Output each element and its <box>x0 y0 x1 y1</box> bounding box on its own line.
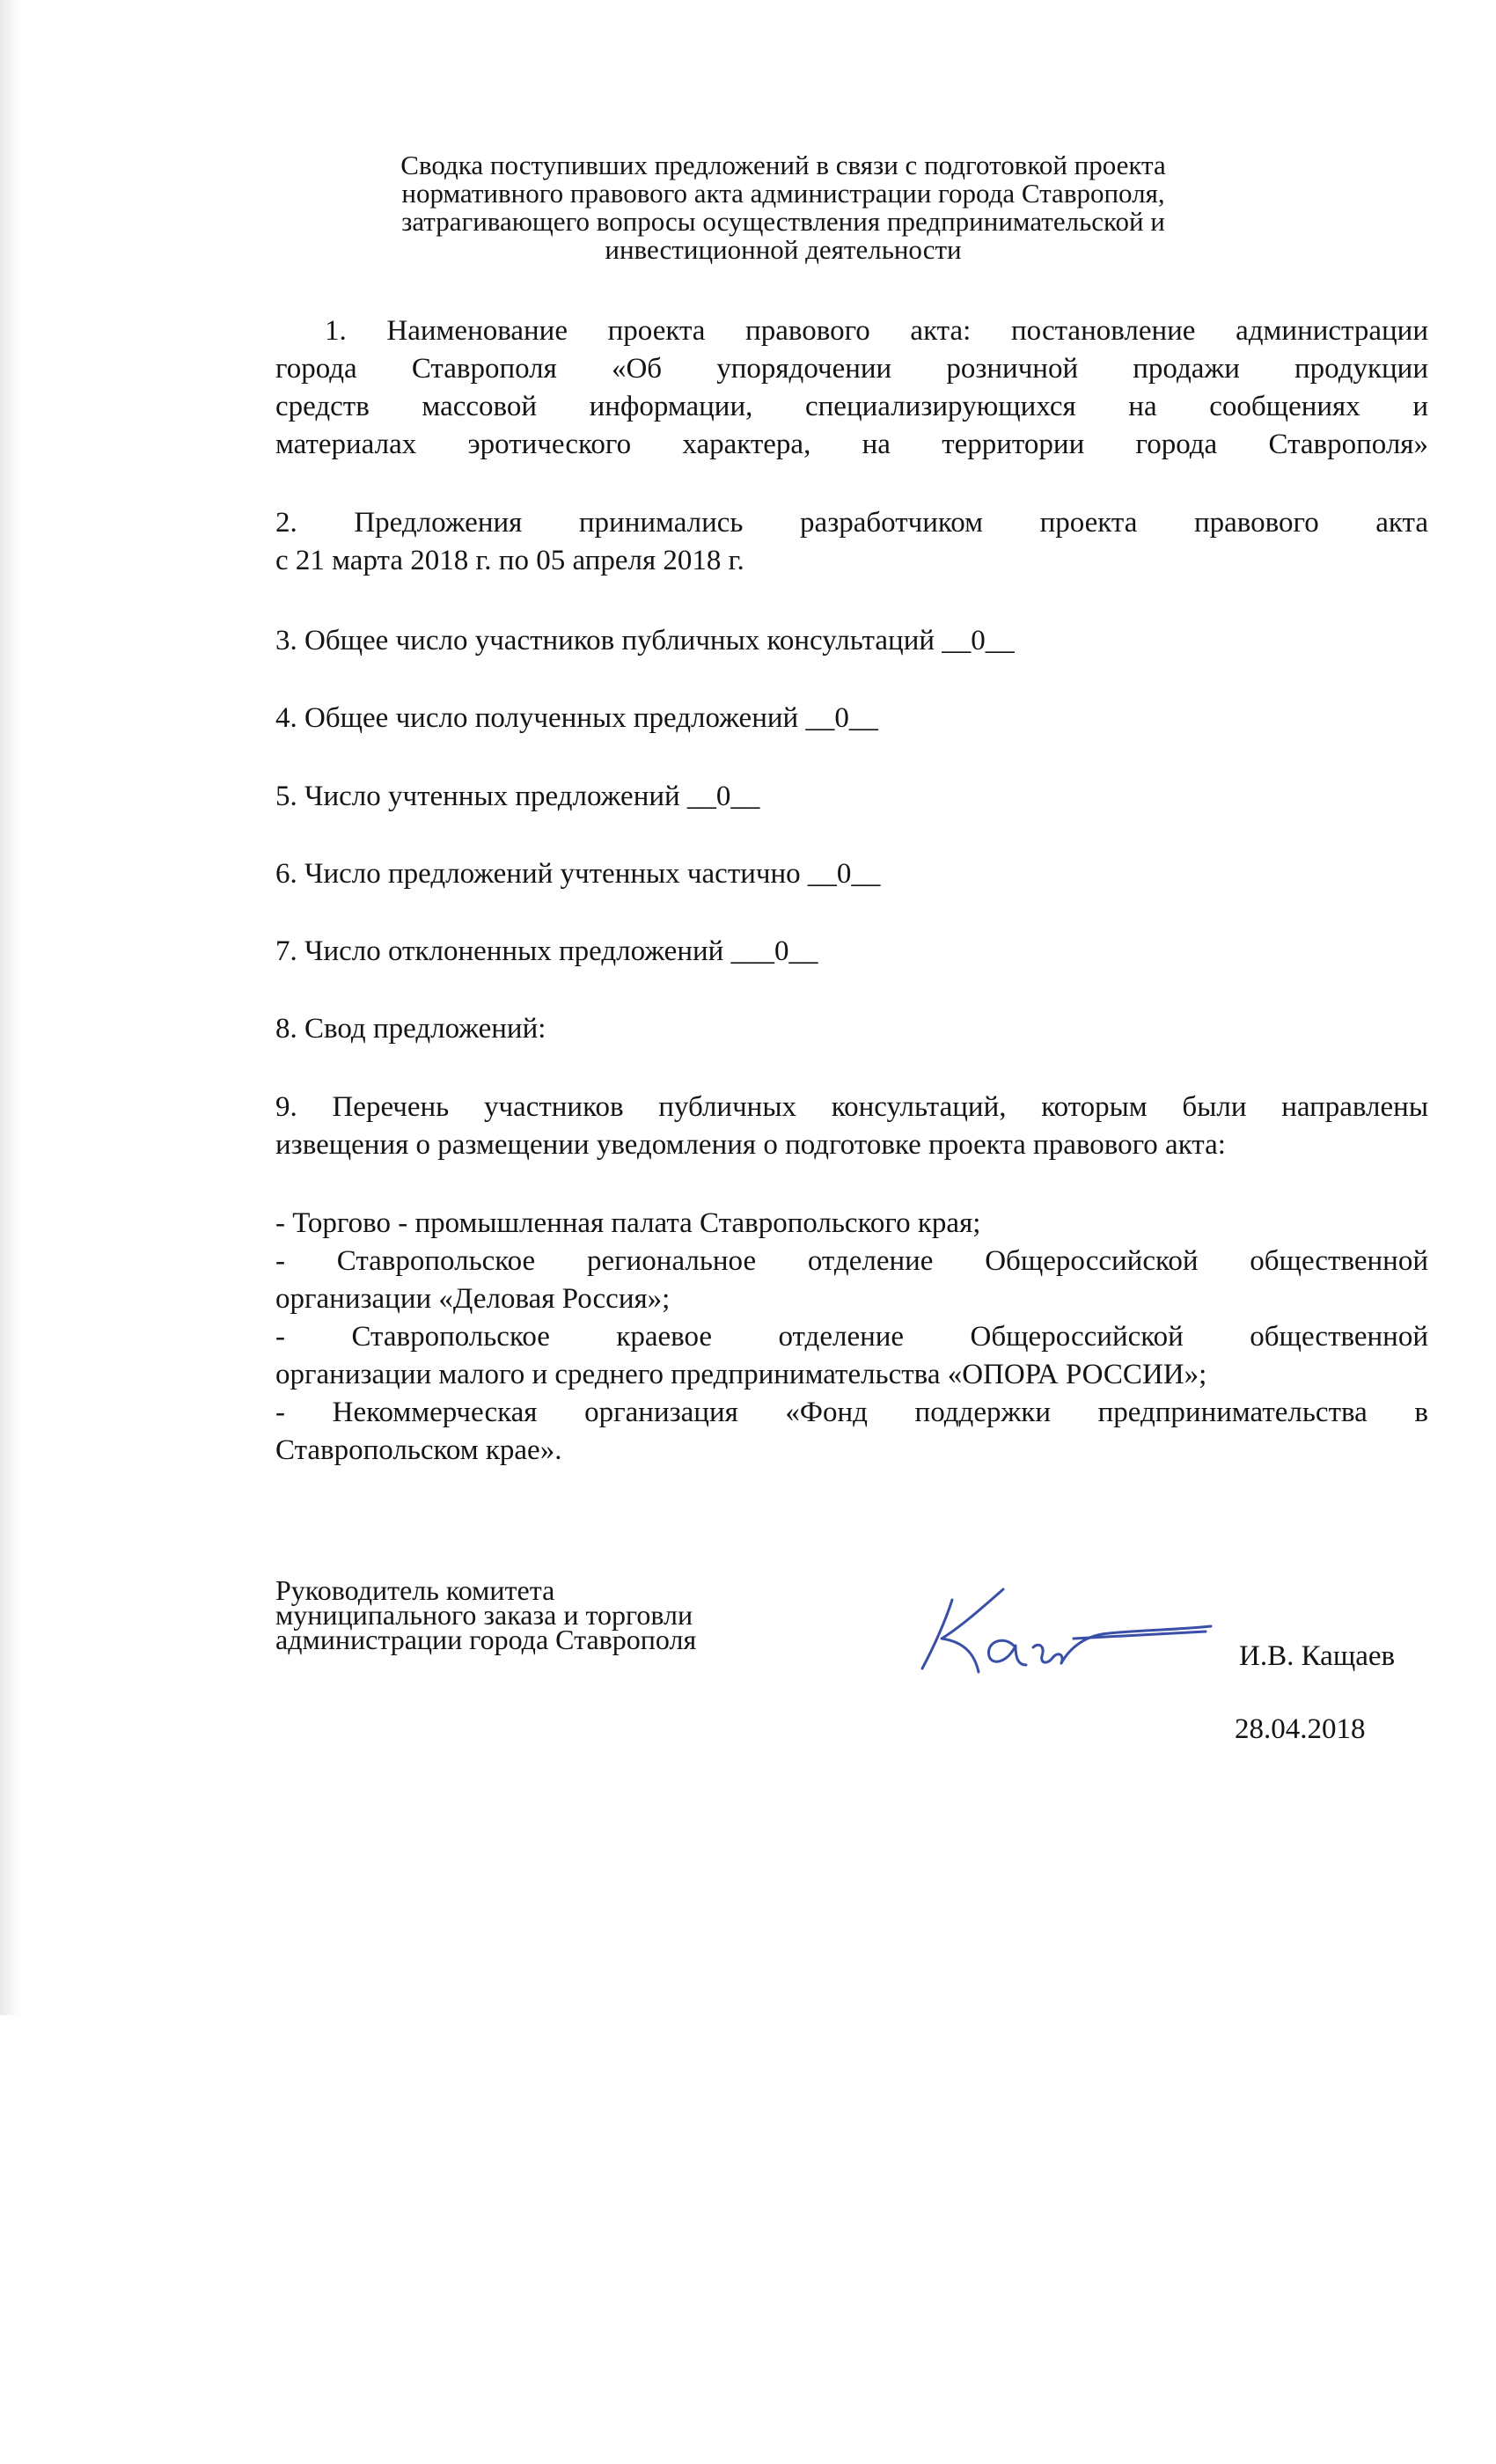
item-9-line-2: извещения о размещении уведомления о подготовке проекта правового акта: <box>275 1129 1226 1161</box>
participant-4-line-2: Ставропольском крае». <box>275 1434 562 1466</box>
participant-4-line-1: - Некоммерческая организация «Фонд поддержки предпринимательства в <box>275 1397 1428 1428</box>
title-line-4: инвестиционной деятельности <box>605 234 962 265</box>
item-1-line-4: материалах эротического характера, на территории города Ставрополя» <box>275 429 1428 460</box>
item-2-line-2: с 21 марта 2018 г. по 05 апреля 2018 г. <box>275 545 744 576</box>
signature-strokes <box>922 1589 1211 1672</box>
item-1-line-2: города Ставрополя «Об упорядочении розничной продажи продукции <box>275 353 1428 385</box>
item-4-received-count: 4. Общее число полученных предложений __0__ <box>275 702 878 734</box>
item-8-summary: 8. Свод предложений: <box>275 1013 546 1045</box>
participant-3-line-2: организации малого и среднего предпринимательства «ОПОРА РОССИИ»; <box>275 1359 1207 1390</box>
item-2-line-1: 2. Предложения принимались разработчиком проекта правового акта <box>275 507 1428 539</box>
handwritten-signature <box>898 1584 1214 1681</box>
participant-1: - Торгово - промышленная палата Ставропольского края; <box>275 1207 981 1239</box>
item-2-proposal-period <box>275 504 1428 580</box>
item-6-partially-accepted-count: 6. Число предложений учтенных частично __0__ <box>275 858 881 890</box>
item-1-line-1: 1. Наименование проекта правового акта: постановление администрации <box>325 315 1428 347</box>
title-line-2: нормативного правового акта администрации города Ставрополя, <box>401 178 1165 209</box>
participant-2-line-1: - Ставропольское региональное отделение Общероссийской общественной <box>275 1245 1428 1277</box>
item-5-accepted-count: 5. Число учтенных предложений __0__ <box>275 781 760 812</box>
position-line-3: администрации города Ставрополя <box>275 1624 697 1655</box>
position-line-2: муниципального заказа и торговли <box>275 1599 693 1631</box>
item-1-line-3: средств массовой информации, специализирующихся на сообщениях и <box>275 391 1428 422</box>
item-9-line-1: 9. Перечень участников публичных консультаций, которым были направлены <box>275 1091 1428 1123</box>
title-line-1: Сводка поступивших предложений в связи с подготовкой проекта <box>400 150 1166 180</box>
participants-list <box>275 1205 1428 1470</box>
position-line-1: Руководитель комитета <box>275 1574 555 1606</box>
item-1-project-name <box>275 312 1428 464</box>
item-7-rejected-count: 7. Число отклоненных предложений ___0__ <box>275 935 818 967</box>
item-9-participants-intro <box>275 1089 1428 1164</box>
signature-date: 28.04.2018 <box>1235 1713 1366 1745</box>
signer-name: И.В. Кащаев <box>1239 1640 1396 1672</box>
participant-2-line-2: организации «Деловая Россия»; <box>275 1283 671 1315</box>
title-line-3: затрагивающего вопросы осуществления предпринимательской и <box>401 206 1165 237</box>
participant-3-line-1: - Ставропольское краевое отделение Общероссийской общественной <box>275 1321 1428 1353</box>
item-3-participants-count: 3. Общее число участников публичных консультаций __0__ <box>275 625 1015 656</box>
signatory-position <box>275 1574 697 1655</box>
document-title <box>264 151 1302 264</box>
